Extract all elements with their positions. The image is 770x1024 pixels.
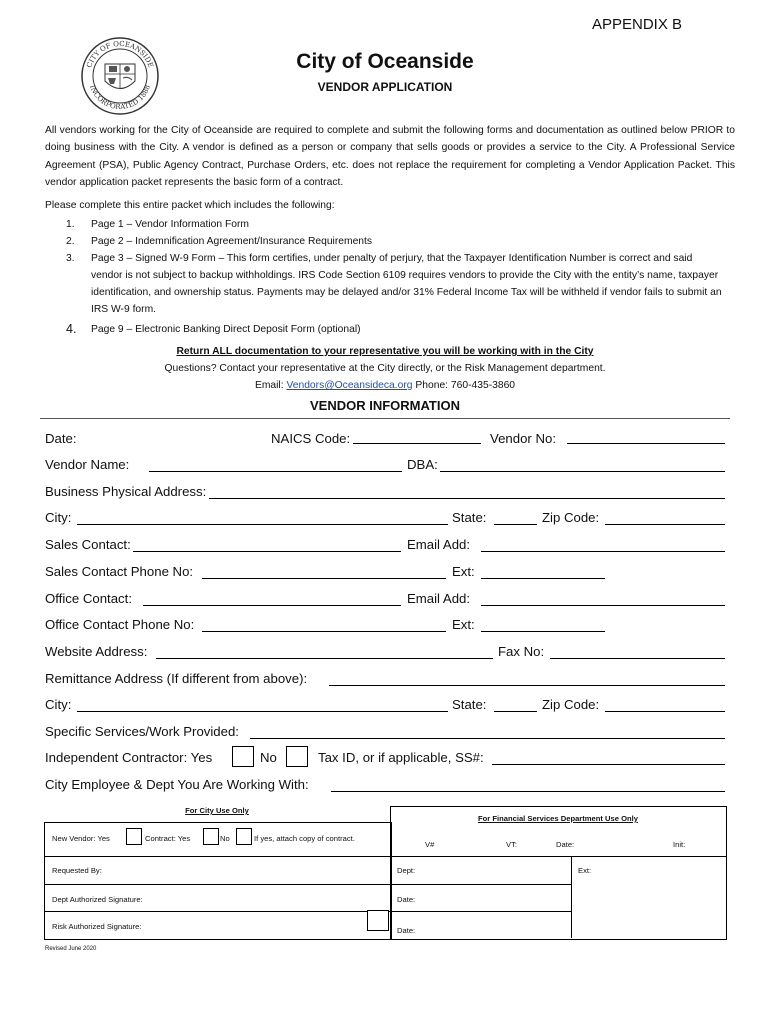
new-vendor-checkbox[interactable] (126, 828, 142, 845)
contract-yes-checkbox[interactable] (203, 828, 219, 845)
office-contact-field[interactable] (143, 605, 401, 606)
state-label: State: (452, 510, 487, 525)
date-label: Date: (45, 431, 77, 446)
vendor-name-field[interactable] (149, 471, 402, 472)
sales-email-field[interactable] (481, 551, 725, 552)
contract-yes-label: Contract: Yes (145, 834, 191, 843)
finance-date2-label: Date: (397, 895, 416, 904)
city-use-title: For City Use Only (185, 806, 249, 815)
sales-ext-field[interactable] (481, 578, 605, 579)
contract-no-checkbox[interactable] (236, 828, 252, 845)
v-number-label: V# (425, 840, 435, 849)
vendor-name-label: Vendor Name: (45, 457, 130, 472)
section-title: VENDOR INFORMATION (310, 398, 460, 413)
independent-no-label: No (260, 750, 277, 765)
intro-lead: Please complete this entire packet which includes the following: (45, 200, 335, 211)
questions-text: Questions? Contact your representative at the City directly, or the Risk Management department. (164, 363, 606, 374)
remit-city-label: City: (45, 697, 72, 712)
naics-label: NAICS Code: (271, 431, 351, 446)
list-item: 1. Page 1 – Vendor Information Form (66, 219, 249, 230)
svg-text:CITY OF OCEANSIDE: CITY OF OCEANSIDE (85, 39, 155, 69)
naics-field[interactable] (353, 443, 481, 444)
independent-no-checkbox[interactable] (286, 746, 308, 767)
dba-label: DBA: (407, 457, 438, 472)
independent-label: Independent Contractor: Yes (45, 750, 213, 765)
remit-state-label: State: (452, 697, 487, 712)
finance-date3-label: Date: (397, 926, 416, 935)
independent-yes-checkbox[interactable] (232, 746, 254, 767)
sales-phone-label: Sales Contact Phone No: (45, 564, 194, 579)
finance-date-label: Date: (556, 840, 575, 849)
email-link[interactable]: Vendors@Oceansideca.org (286, 380, 413, 391)
vt-label: VT: (506, 840, 517, 849)
requested-by-label: Requested By: (52, 866, 102, 875)
packet-list (66, 216, 726, 338)
business-address-field[interactable] (209, 498, 725, 499)
services-label: Specific Services/Work Provided: (45, 724, 239, 739)
city-label: City: (45, 510, 72, 525)
contact-line: Email: Vendors@Oceansideca.org Phone: 760-435-3860 (254, 380, 516, 391)
remit-city-field[interactable] (77, 711, 448, 712)
finance-ext-label: Ext: (578, 866, 592, 875)
return-note: Return ALL documentation to your representative you will be working with in the City (176, 346, 594, 357)
dept-sig-label: Dept Authorized Signature: (52, 895, 143, 904)
risk-checkbox[interactable] (367, 910, 389, 931)
tax-id-field[interactable] (492, 764, 725, 765)
tax-id-label: Tax ID, or if applicable, SS#: (318, 750, 484, 765)
office-email-field[interactable] (481, 605, 725, 606)
remit-state-field[interactable] (494, 711, 537, 712)
services-field[interactable] (250, 738, 725, 739)
dba-field[interactable] (440, 471, 725, 472)
office-phone-label: Office Contact Phone No: (45, 617, 195, 632)
city-field[interactable] (77, 524, 448, 525)
attach-note: If yes, attach copy of contract. (254, 834, 355, 843)
city-seal-logo (80, 36, 160, 116)
fax-label: Fax No: (498, 644, 545, 659)
office-contact-label: Office Contact: (45, 591, 132, 606)
remit-zip-label: Zip Code: (542, 697, 600, 712)
city-employee-field[interactable] (331, 791, 725, 792)
new-vendor-label: New Vendor: Yes (52, 834, 110, 843)
sales-contact-label: Sales Contact: (45, 537, 131, 552)
office-email-label: Email Add: (407, 591, 471, 606)
office-ext-field[interactable] (481, 631, 605, 632)
vendor-no-field[interactable] (567, 443, 725, 444)
init-label: Init: (673, 840, 686, 849)
website-field[interactable] (156, 658, 493, 659)
list-item: 2. Page 2 – Indemnification Agreement/Insurance Requirements (66, 236, 373, 247)
sales-contact-field[interactable] (133, 551, 401, 552)
city-employee-label: City Employee & Dept You Are Working With: (45, 777, 309, 792)
vendor-no-label: Vendor No: (490, 431, 556, 446)
office-phone-field[interactable] (202, 631, 446, 632)
appendix-label: APPENDIX B (591, 16, 682, 33)
remit-zip-field[interactable] (605, 711, 725, 712)
intro-paragraph: All vendors working for the City of Oceanside are required to complete and submit the following forms and documentation as outlined below PRIOR to doing business with the City. A vendor is defined as a person or company that sells goods or provides a service to the City. A Professional Service Agreement (PSA), Public Agency Contract, Purchase Orders, etc. does not replace the requirement for completing a Vendor Application Packet. This vendor application packet represents the basic form of a contract. (45, 125, 735, 188)
page-subtitle: VENDOR APPLICATION (317, 80, 453, 94)
sales-phone-field[interactable] (202, 578, 446, 579)
zip-field[interactable] (605, 524, 725, 525)
list-item: 3. Page 3 – Signed W-9 Form – This form certifies, under penalty of perjury, that the Taxpayer Identification Number is correct and said vendor is not subject to backup withholdings. IRS Code Section 6109 requires vendors to provide the City with the entity’s name, taxpayer identification, and ownership status. Payments may be delayed and/or 31% Federal Income Tax will be withheld if vendor fails to submit an IRS W-9 form. (66, 253, 722, 315)
website-label: Website Address: (45, 644, 148, 659)
revised-note: Revised June 2020 (45, 946, 97, 952)
dept-label: Dept: (397, 866, 416, 875)
remittance-field[interactable] (329, 685, 725, 686)
finance-use-title: For Financial Services Department Use Only (478, 814, 638, 823)
sales-ext-label: Ext: (452, 564, 475, 579)
page-title: City of Oceanside (296, 50, 474, 73)
fax-field[interactable] (550, 658, 725, 659)
contract-no-label: No (220, 834, 230, 843)
svg-text:INCORPORATED 1888: INCORPORATED 1888 (88, 83, 152, 112)
list-item: 4. Page 9 – Electronic Banking Direct Deposit Form (optional) (66, 322, 361, 336)
risk-sig-label: Risk Authorized Signature: (52, 922, 142, 931)
office-ext-label: Ext: (452, 617, 475, 632)
zip-label: Zip Code: (542, 510, 600, 525)
state-field[interactable] (494, 524, 537, 525)
sales-email-label: Email Add: (407, 537, 471, 552)
remittance-label: Remittance Address (If different from above): (45, 671, 308, 686)
divider (40, 418, 730, 419)
business-address-label: Business Physical Address: (45, 484, 207, 499)
finance-use-box (390, 806, 727, 940)
